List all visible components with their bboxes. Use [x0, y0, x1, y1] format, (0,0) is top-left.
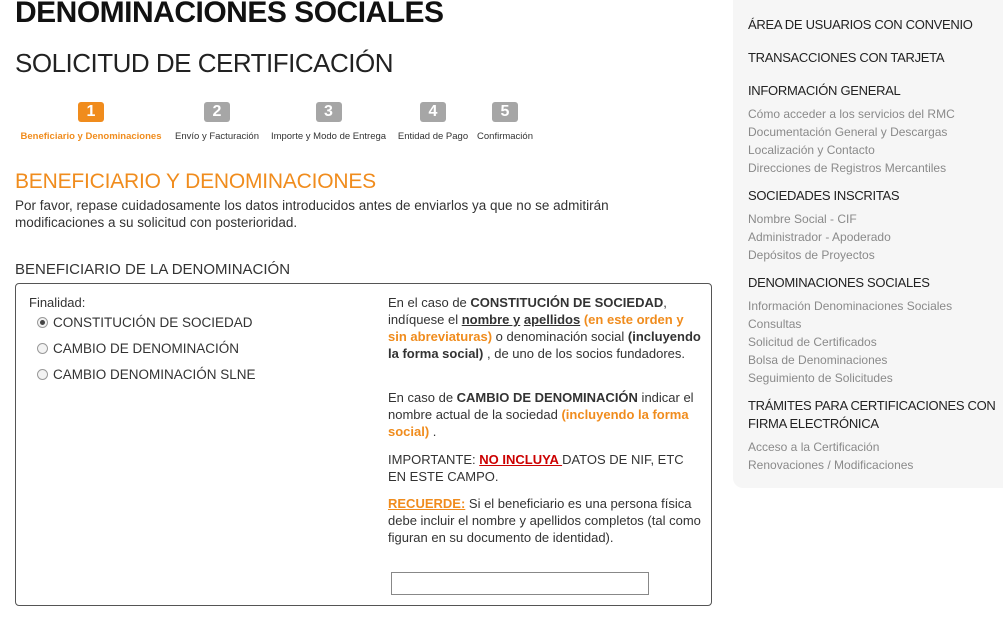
step-4[interactable]: [396, 102, 470, 142]
radio-unselected-icon[interactable]: [37, 343, 48, 354]
beneficiario-title: BENEFICIARIO DE LA DENOMINACIÓN: [15, 261, 291, 278]
sidebar-link[interactable]: Nombre Social - CIF: [748, 212, 857, 226]
info-text: .: [429, 424, 437, 439]
section-title: BENEFICIARIO Y DENOMINACIONES: [15, 170, 376, 193]
info-importante: [388, 451, 703, 485]
info-bold: CONSTITUCIÓN DE SOCIEDAD: [470, 295, 664, 310]
info-text: IMPORTANTE:: [388, 452, 480, 467]
step-number: 3: [316, 102, 342, 122]
info-bold: CAMBIO DE DENOMINACIÓN: [456, 390, 638, 405]
radio-label[interactable]: CAMBIO DENOMINACIÓN SLNE: [53, 367, 256, 382]
step-label: Confirmación: [477, 131, 533, 142]
radio-constitucion[interactable]: [37, 315, 253, 330]
sidebar-link[interactable]: Solicitud de Certificados: [748, 335, 877, 349]
sidebar-head-transacciones[interactable]: TRANSACCIONES CON TARJETA: [748, 50, 945, 65]
sidebar-link[interactable]: Renovaciones / Modificaciones: [748, 458, 914, 472]
step-label: Envío y Facturación: [175, 131, 259, 142]
sidebar-link[interactable]: Administrador - Apoderado: [748, 230, 891, 244]
step-3[interactable]: [268, 102, 389, 142]
info-constitucion: [388, 294, 703, 362]
info-bold: (incluyendo la forma social): [388, 329, 701, 361]
sidebar-link[interactable]: Direcciones de Registros Mercantiles: [748, 161, 947, 175]
sidebar-link[interactable]: Acceso a la Certificación: [748, 440, 880, 454]
info-underline: apellidos: [523, 312, 581, 327]
sidebar-head-denominaciones[interactable]: DENOMINACIONES SOCIALES: [748, 275, 930, 290]
info-warning: NO INCLUYA: [479, 452, 563, 467]
step-label: Beneficiario y Denominaciones: [20, 131, 162, 142]
sidebar-link[interactable]: Seguimiento de Solicitudes: [748, 371, 893, 385]
radio-unselected-icon[interactable]: [37, 369, 48, 380]
step-label: Entidad de Pago: [397, 131, 469, 142]
info-underline: nombre y: [461, 312, 521, 327]
info-recuerde: [388, 495, 703, 546]
sidebar-link[interactable]: Depósitos de Proyectos: [748, 248, 875, 262]
info-text: En caso de: [388, 390, 457, 405]
info-text: DATOS DE NIF, ETC EN ESTE CAMPO.: [388, 452, 684, 484]
sidebar-link[interactable]: Información Denominaciones Sociales: [748, 299, 953, 313]
info-cambio: [388, 389, 703, 440]
step-number: 5: [492, 102, 518, 122]
sidebar-head-sociedades[interactable]: SOCIEDADES INSCRITAS: [748, 188, 900, 203]
info-text: indicar el nombre actual de la sociedad: [388, 390, 694, 422]
step-1[interactable]: [15, 102, 167, 142]
step-number: 2: [204, 102, 230, 122]
sidebar-link[interactable]: Bolsa de Denominaciones: [748, 353, 888, 367]
beneficiario-form: [15, 283, 712, 606]
info-text: En el caso de: [388, 295, 471, 310]
info-text: Si el beneficiario es una persona física debe incluir el nombre y apellidos completos (tal como figuran en su documento de identidad).: [388, 496, 701, 545]
finalidad-label: Finalidad:: [29, 295, 86, 310]
info-orange: (en este orden y sin abreviaturas): [388, 312, 684, 344]
sidebar: [733, 0, 1003, 488]
step-5[interactable]: [476, 102, 534, 142]
radio-cambio-denominacion[interactable]: [37, 341, 239, 356]
page-subtitle: SOLICITUD DE CERTIFICACIÓN: [15, 48, 394, 78]
radio-label[interactable]: CAMBIO DE DENOMINACIÓN: [53, 341, 240, 356]
info-text: , de uno de los socios fundadores.: [483, 346, 686, 361]
info-text: , indíquese el: [388, 295, 667, 327]
beneficiario-name-input[interactable]: [391, 572, 649, 595]
sidebar-head-usuarios[interactable]: ÁREA DE USUARIOS CON CONVENIO: [748, 17, 973, 32]
info-orange: (incluyendo la forma social): [388, 407, 689, 439]
sidebar-head-informacion[interactable]: INFORMACIÓN GENERAL: [748, 83, 901, 98]
info-recuerde-label: RECUERDE:: [388, 496, 466, 511]
section-intro: Por favor, repase cuidadosamente los datos introducidos antes de enviarlos ya que no se admitirán modificaciones a su solicitud con posterioridad.: [15, 198, 609, 230]
radio-selected-icon[interactable]: [37, 317, 48, 328]
info-text: o denominación social: [492, 329, 628, 344]
sidebar-link[interactable]: Localización y Contacto: [748, 143, 875, 157]
sidebar-link[interactable]: Documentación General y Descargas: [748, 125, 948, 139]
radio-cambio-slne[interactable]: [37, 367, 256, 382]
radio-label[interactable]: CONSTITUCIÓN DE SOCIEDAD: [53, 315, 253, 330]
sidebar-link[interactable]: Consultas: [748, 317, 802, 331]
step-number: 1: [78, 102, 104, 122]
step-2[interactable]: [173, 102, 261, 142]
sidebar-head-tramites[interactable]: TRÁMITES PARA CERTIFICACIONES CON FIRMA ELECTRÓNICA: [748, 398, 996, 431]
step-label: Importe y Modo de Entrega: [270, 131, 387, 142]
page-title: DENOMINACIONES SOCIALES: [15, 0, 444, 29]
sidebar-link[interactable]: Cómo acceder a los servicios del RMC: [748, 107, 955, 121]
step-number: 4: [420, 102, 446, 122]
